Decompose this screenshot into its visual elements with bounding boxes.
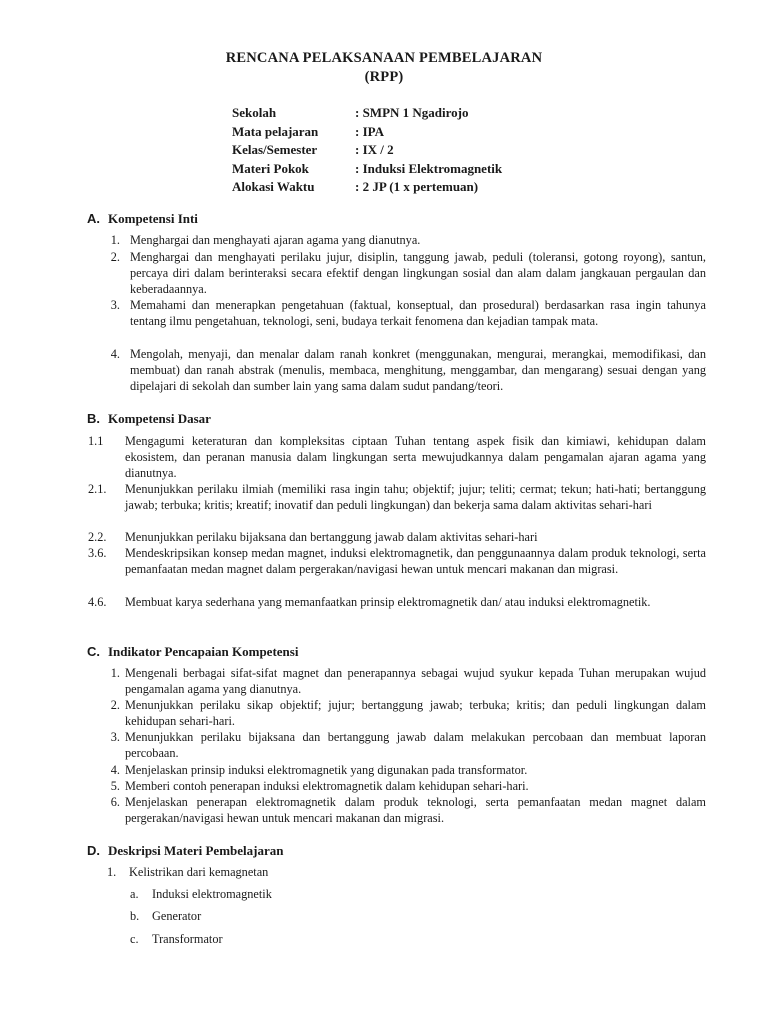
identity-row	[232, 123, 502, 142]
identity-key: Mata pelajaran	[232, 123, 319, 139]
item-number: 6.	[110, 795, 120, 809]
identity-key: Alokasi Waktu	[232, 179, 315, 194]
identity-row	[232, 160, 502, 179]
list-item	[110, 233, 706, 249]
list-item	[110, 763, 706, 779]
section-a-heading	[87, 211, 198, 227]
item-text: Menunjukkan perilaku ilmiah (memiliki rasa ingin tahu; objektif; jujur; teliti; cermat; tekun; hati-hati; bertanggung jawab; terbuka; kritis; kreatif; inovatif dan peduli lingkungan) dan bekerja sama dalam aktivitas sehari-hari	[125, 482, 706, 512]
item-number: 3.6.	[88, 546, 107, 560]
list-item	[110, 298, 706, 330]
item-number: 4.	[110, 763, 120, 777]
section-letter: A.	[87, 211, 100, 226]
item-text: Generator	[152, 909, 202, 923]
identity-key: Sekolah	[232, 105, 277, 120]
item-text: Menjelaskan penerapan elektromagnetik dalam produk teknologi, serta pemanfaatan medan magnet dalam pergerakan/navigasi hewan untuk mencari makanan dan migrasi.	[125, 795, 706, 825]
item-text: Menunjukkan perilaku bijaksana dan bertanggung jawab dalam melakukan percobaan dan membuat laporan percobaan.	[125, 730, 706, 760]
item-number: 4.6.	[88, 595, 107, 609]
identity-row	[232, 141, 502, 160]
item-number: 4.	[110, 347, 120, 361]
item-number: 2.	[110, 698, 120, 712]
item-letter: a.	[130, 887, 139, 901]
section-title: Kompetensi Dasar	[108, 411, 211, 426]
item-number: 1.1	[88, 434, 104, 448]
section-b-heading	[87, 411, 211, 427]
list-item	[88, 546, 706, 578]
item-number: 1.	[107, 865, 117, 879]
identity-value: : IPA	[355, 123, 385, 139]
section-letter: D.	[87, 843, 100, 858]
identity-key: Materi Pokok	[232, 160, 309, 176]
section-title: Kompetensi Inti	[108, 211, 198, 226]
item-number: 3.	[110, 298, 120, 312]
item-number: 1.	[110, 233, 120, 247]
identity-value: : Induksi Elektromagnetik	[355, 160, 503, 176]
item-number: 3.	[110, 730, 120, 744]
identity-table	[232, 104, 502, 197]
item-number: 1.	[110, 666, 120, 680]
item-text: Menjelaskan prinsip induksi elektromagnetik yang digunakan pada transformator.	[125, 763, 528, 777]
list-item	[107, 865, 268, 880]
section-title: Deskripsi Materi Pembelajaran	[108, 843, 284, 858]
item-text: Menghargai dan menghayati ajaran agama yang dianutnya.	[130, 233, 421, 247]
item-text: Menunjukkan perilaku sikap objektif; jujur; bertanggung jawab; terbuka; kritis; dan peduli lingkungan dalam kehidupan sehari-hari.	[125, 698, 706, 728]
item-text: Mengagumi keteraturan dan kompleksitas ciptaan Tuhan tentang aspek fisik dan kimiawi, kehidupan dalam ekosistem, dan peranan manusia dalam lingkungan serta mewujudkannya dalam pengamalan ajaran agama yang dianutnya.	[125, 434, 706, 480]
item-number: 2.1.	[88, 482, 107, 496]
item-letter: c.	[130, 932, 139, 946]
list-item	[110, 698, 706, 730]
item-letter: b.	[130, 909, 140, 923]
identity-row	[232, 178, 502, 197]
section-d-heading	[87, 843, 283, 859]
list-item	[88, 482, 706, 514]
list-item	[110, 666, 706, 698]
identity-row	[232, 104, 502, 123]
sub-list-item	[130, 887, 272, 902]
item-text: Mendeskripsikan konsep medan magnet, induksi elektromagnetik, dan penggunaannya dalam produk teknologi, serta pemanfaatan medan magnet dalam pergerakan/navigasi hewan untuk mencari makanan dan migrasi.	[125, 546, 706, 576]
identity-key: Kelas/Semester	[232, 142, 318, 157]
section-title: Indikator Pencapaian Kompetensi	[108, 644, 299, 659]
item-text: Transformator	[152, 932, 223, 946]
item-number: 2.2.	[88, 530, 107, 544]
list-item	[88, 530, 706, 546]
document-subtitle: (RPP)	[364, 69, 404, 85]
sub-list-item	[130, 932, 223, 947]
item-text: Memberi contoh penerapan induksi elektromagnetik dalam kehidupan sehari-hari.	[125, 779, 529, 793]
item-text: Menunjukkan perilaku bijaksana dan bertanggung jawab dalam aktivitas sehari-hari	[125, 530, 538, 544]
item-text: Kelistrikan dari kemagnetan	[129, 865, 269, 879]
item-text: Mengolah, menyaji, dan menalar dalam ranah konkret (menggunakan, mengurai, merangkai, memodifikasi, dan membuat) dan ranah abstrak (menulis, membaca, menghitung, menggambar, dan mengarang) sesuai dengan yang dipelajari di sekolah dan sumber lain yang sama dalam sudut pandang/teori.	[130, 347, 706, 393]
item-text: Memahami dan menerapkan pengetahuan (faktual, konseptual, dan prosedural) berdasarkan rasa ingin tahunya tentang ilmu pengetahuan, teknologi, seni, budaya terkait fenomena dan kejadian tampak mata.	[130, 298, 706, 328]
item-number: 5.	[110, 779, 120, 793]
identity-value: : 2 JP (1 x pertemuan)	[355, 179, 479, 194]
list-item	[110, 347, 706, 394]
section-c-heading	[87, 644, 298, 660]
item-text: Menghargai dan menghayati perilaku jujur, disiplin, tanggung jawab, peduli (toleransi, gotong royong), santun, percaya diri dalam berinteraksi secara efektif dengan lingkungan sosial dan alam dalam jangkauan pergaulan dan keberadaannya.	[130, 250, 706, 296]
document-title: RENCANA PELAKSANAAN PEMBELAJARAN	[225, 50, 543, 66]
identity-value: : IX / 2	[355, 142, 394, 157]
list-item	[88, 595, 706, 611]
identity-value: : SMPN 1 Ngadirojo	[355, 105, 469, 120]
list-item	[110, 730, 706, 762]
section-letter: C.	[87, 644, 100, 659]
item-text: Mengenali berbagai sifat-sifat magnet dan penerapannya sebagai wujud syukur kepada Tuhan merupakan wujud pengamalan agama yang dianutnya.	[125, 666, 706, 696]
list-item	[110, 779, 706, 795]
section-letter: B.	[87, 411, 100, 426]
sub-list-item	[130, 909, 201, 924]
list-item	[110, 250, 706, 297]
item-number: 2.	[110, 250, 120, 264]
list-item	[110, 795, 706, 827]
list-item	[88, 434, 706, 481]
item-text: Induksi elektromagnetik	[152, 887, 272, 901]
item-text: Membuat karya sederhana yang memanfaatkan prinsip elektromagnetik dan/ atau induksi elektromagnetik.	[125, 595, 651, 609]
